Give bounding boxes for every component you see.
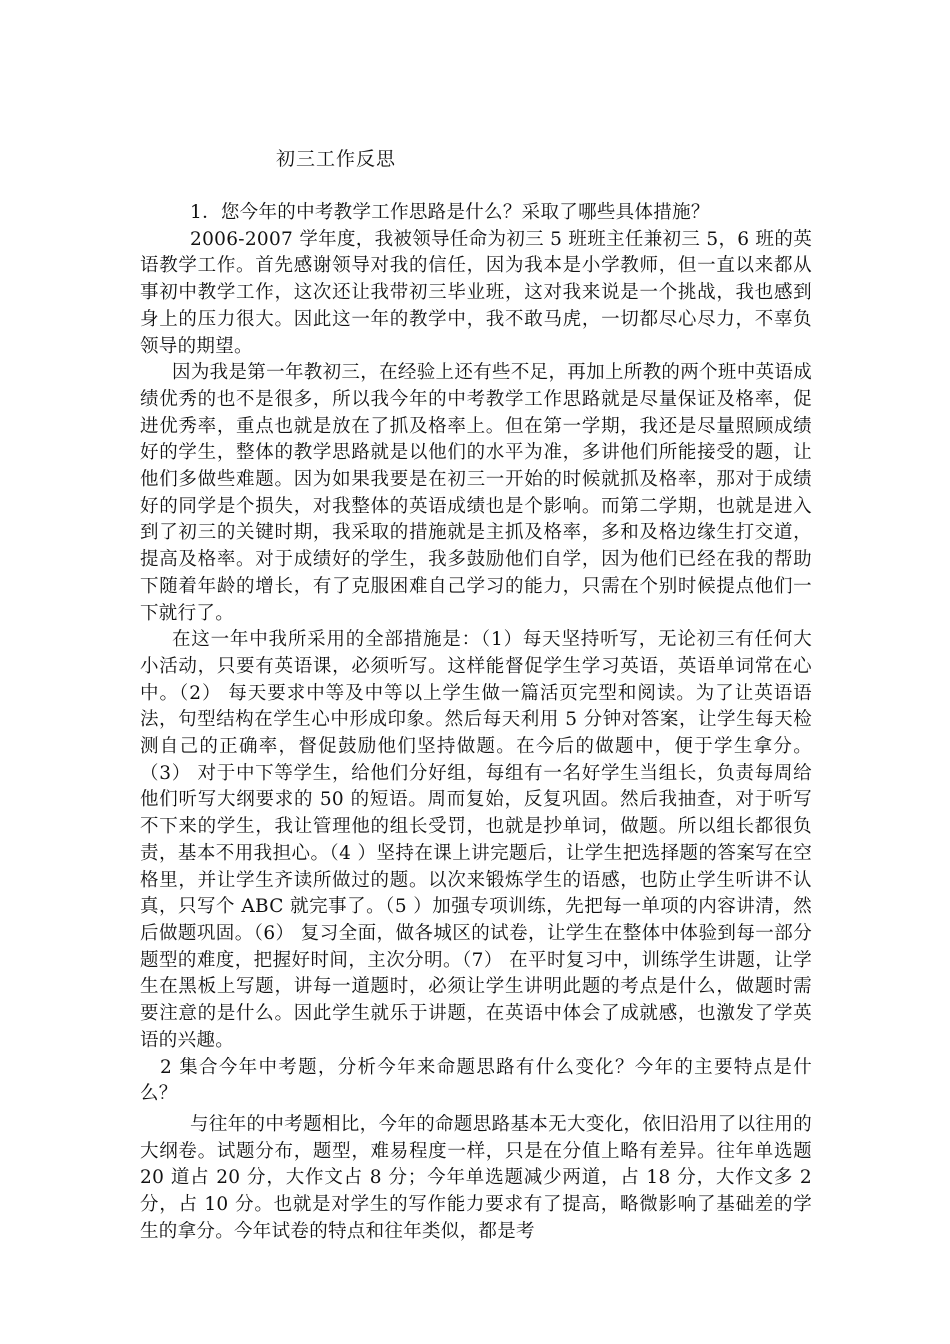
document-body — [140, 200, 812, 1245]
question-2: 2 集合今年中考题，分析今年来命题思路有什么变化？今年的主要特点是什么？ — [140, 1056, 812, 1105]
paragraph-1: 2006-2007 学年度，我被领导任命为初三 5 班班主任兼初三 5，6 班的英语教学工作。首先感谢领导对我的信任，因为我本是小学教师，但一直以来都从事初中教学工作，这次还让我带初三毕业班，这对我来说是一个挑战，我也感到身上的压力很大。因此这一年的教学中，我不敢马虎，一切都尽心尽力，不辜负领导的期望。 — [140, 228, 812, 357]
paragraph-4: 与往年的中考题相比，今年的命题思路基本无大变化，依旧沿用了以往用的大纲卷。试题分布，题型，难易程度一样，只是在分值上略有差异。往年单选题 20 道占 20 分，大作文占 8 分；今年单选题减少两道，占 18 分，大作文多 2 分，占 10 分。也就是对学生的写作能力要求有了提高，略微影响了基础差的学生的拿分。今年试卷的特点和往年类似，都是考 — [140, 1113, 812, 1242]
paragraph-3: 在这一年中我所采用的全部措施是：（1）每天坚持听写，无论初三有任何大小活动，只要有英语课，必须听写。这样能督促学生学习英语，英语单词常在心中。（2） 每天要求中等及中等以上学生做一篇活页完型和阅读。为了让英语语法，句型结构在学生心中形成印象。然后每天利用 5 分钟对答案，让学生每天检测自己的正确率，督促鼓励他们坚持做题。在今后的做题中，便于学生拿分。（3） 对于中下等学生，给他们分好组，每组有一名好学生当组长，负责每周给他们听写大纲要求的 50 的短语。周而复始，反复巩固。然后我抽查，对于听写不下来的学生，我让管理他的组长受罚，也就是抄单词，做题。所以组长都很负责，基本不用我担心。（4 ）坚持在课上讲完题后，让学生把选择题的答案写在空格里，并让学生齐读所做过的题。以次来锻炼学生的语感，也防止学生听讲不认真，只写个 ABC 就完事了。（5 ）加强专项训练，先把每一单项的内容讲清，然后做题巩固。（6） 复习全面，做各城区的试卷，让学生在整体中体验到每一部分题型的难度，把握好时间，主次分明。（7） 在平时复习中，训练学生讲题，让学生在黑板上写题，讲每一道题时，必须让学生讲明此题的考点是什么，做题时需要注意的是什么。因此学生就乐于讲题，在英语中体会了成就感，也激发了学英语的兴趣。 — [140, 629, 812, 1051]
paragraph-2: 因为我是第一年教初三，在经验上还有些不足，再加上所教的两个班中英语成绩优秀的也不是很多，所以我今年的中考教学工作思路就是尽量保证及格率，促进优秀率，重点也就是放在了抓及格率上。但在第一学期，我还是尽量照顾成绩好的学生，整体的教学思路就是以他们的水平为准，多讲他们所能接受的题，让他们多做些难题。因为如果我要是在初三一开始的时候就抓及格率，那对于成绩好的同学是个损失，对我整体的英语成绩也是个影响。而第二学期，也就是进入到了初三的关键时期，我采取的措施就是主抓及格率，多和及格边缘生打交道，提高及格率。对于成绩好的学生，我多鼓励他们自学，因为他们已经在我的帮助下随着年龄的增长，有了克服困难自己学习的能力，只需在个别时候提点他们一下就行了。 — [140, 362, 812, 624]
document-title: 初三工作反思 — [276, 148, 397, 170]
question-1: 1．您今年的中考教学工作思路是什么？采取了哪些具体措施？ — [190, 202, 710, 223]
